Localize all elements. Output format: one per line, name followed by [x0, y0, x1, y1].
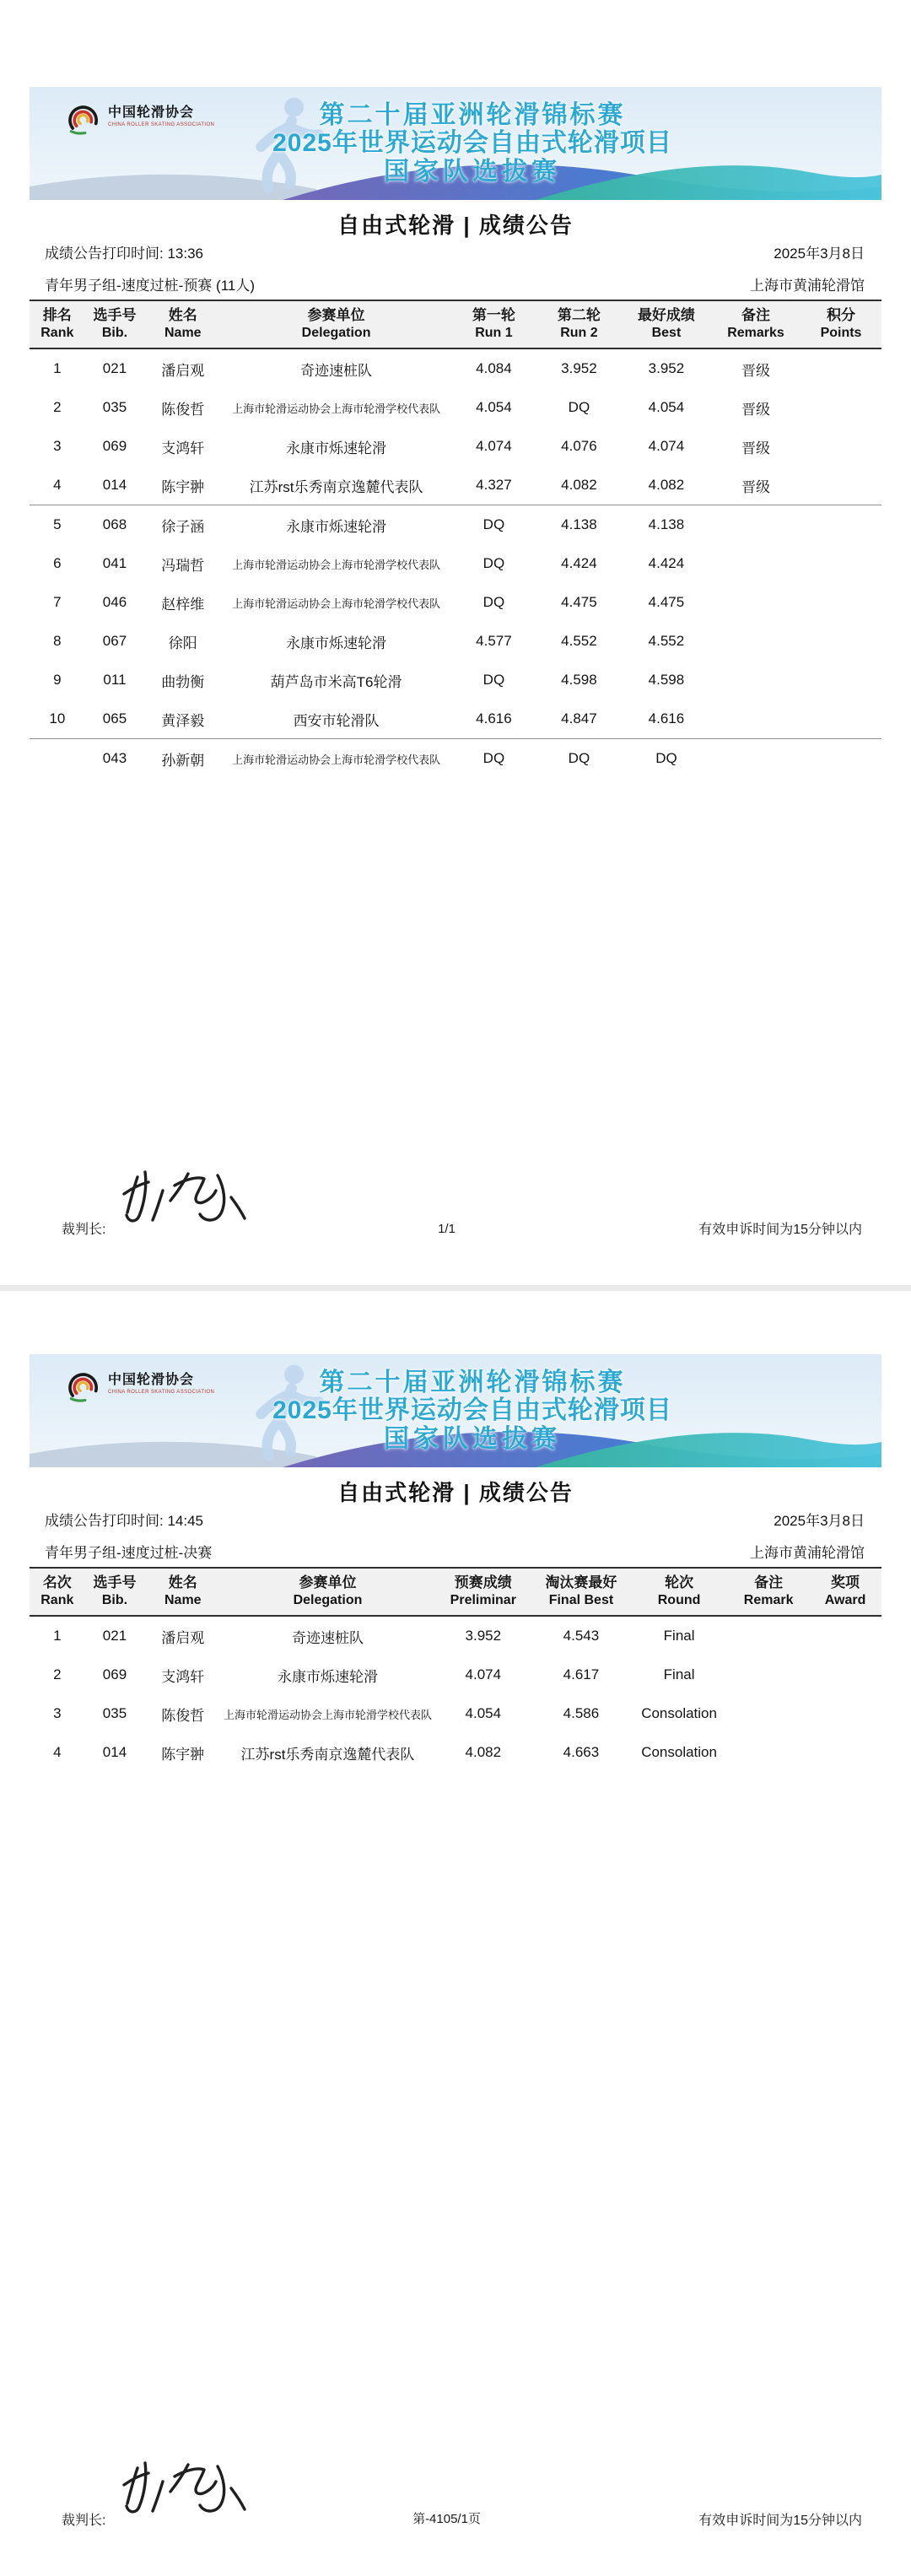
cell-name: 冯瑞哲 [161, 557, 205, 574]
cell-run2: DQ [568, 750, 590, 766]
cell-rank: 1 [53, 1628, 62, 1644]
venue-name: 上海市黄浦轮滑馆 [750, 278, 865, 294]
cell-remarks: 晋级 [741, 401, 770, 418]
cell-bib: 014 [85, 466, 145, 505]
table-row [30, 699, 881, 739]
print-time: 成绩公告打印时间: 13:36 [45, 246, 203, 262]
venue-name: 上海市黄浦轮滑馆 [750, 1545, 865, 1561]
cell-rank: 5 [53, 516, 62, 532]
meta-row-group [45, 1543, 865, 1563]
cell-run1: DQ [482, 594, 505, 610]
cell-rank: 6 [53, 555, 62, 571]
header-bib: 选手号 Bib. [85, 1568, 145, 1616]
cell-delegation: 西安市轮滑队 [221, 699, 451, 739]
association-name-block [108, 1373, 214, 1395]
event-banner [30, 87, 881, 200]
preliminary-results-table [30, 300, 881, 778]
cell-rank: 4 [53, 1744, 62, 1760]
cell-delegation: 永康市烁速轮滑 [286, 440, 387, 456]
cell-delegation: 永康市烁速轮滑 [286, 518, 387, 535]
page-number: 1/1 [438, 1222, 456, 1236]
cell-remarks: 晋级 [741, 440, 770, 456]
header-delegation: 参赛单位 Delegation [221, 300, 451, 348]
cell-preliminary: 4.074 [465, 1666, 502, 1682]
cell-remarks [711, 622, 800, 661]
cell-best: 4.138 [648, 516, 685, 532]
appeal-note: 有效申诉时间为15分钟以内 [698, 1223, 862, 1237]
group-name: 青年男子组-速度过桩-决赛 [45, 1545, 213, 1561]
cell-delegation: 上海市轮滑运动协会上海市轮滑学校代表队 [232, 558, 441, 571]
table-row [30, 544, 881, 583]
cell-best: 4.054 [648, 399, 685, 415]
banner-title-line3: 国家队选拔赛 [384, 157, 561, 186]
header-name: 姓名 Name [144, 300, 221, 348]
banner-title-line3: 国家队选拔赛 [384, 1424, 561, 1453]
cell-best: DQ [655, 750, 677, 766]
cell-bib: 069 [102, 438, 127, 454]
cell-points [800, 544, 881, 583]
cell-delegation: 葫芦岛市米高T6轮滑 [270, 673, 402, 690]
banner-title-line1: 第二十届亚洲轮滑锦标赛 [319, 100, 626, 129]
cell-name: 陈俊哲 [161, 1707, 205, 1724]
table-header [30, 300, 881, 348]
table-row [30, 348, 881, 388]
table-row [30, 427, 881, 466]
table-row [30, 661, 881, 699]
cell-name: 徐阳 [168, 635, 197, 651]
header-run2: 第二轮 Run 2 [536, 300, 622, 348]
cell-round: Final [663, 1666, 695, 1682]
association-name: 中国轮滑协会 [108, 105, 195, 120]
cell-rank: 9 [53, 672, 62, 688]
cell-best: 4.424 [648, 555, 685, 571]
cell-rank [30, 739, 85, 779]
table-row [30, 1733, 881, 1772]
cell-award [809, 1655, 881, 1694]
cell-bib: 021 [102, 1628, 127, 1644]
cell-bib: 021 [102, 360, 127, 376]
cell-name: 潘启观 [161, 1629, 205, 1646]
table-row [30, 583, 881, 622]
banner-title-line2: 2025年世界运动会自由式轮滑项目 [272, 129, 672, 158]
cell-name: 陈俊哲 [161, 401, 205, 418]
cell-best: 4.082 [622, 466, 711, 505]
cell-points [800, 622, 881, 661]
cell-run1: 4.084 [476, 360, 512, 376]
cell-bib: 011 [103, 672, 127, 688]
cell-delegation: 奇迹速桩队 [300, 362, 373, 379]
cell-best: 4.074 [648, 438, 685, 454]
group-name: 青年男子组-速度过桩-预赛 (11人) [45, 278, 256, 294]
cell-name: 陈宇翀 [144, 466, 221, 505]
banner-title-line1: 第二十届亚洲轮滑锦标赛 [319, 1368, 626, 1396]
table-row [30, 466, 881, 505]
table-header [30, 1568, 881, 1616]
header-points: 积分 Points [800, 300, 881, 348]
header-run1: 第一轮 Run 1 [451, 300, 536, 348]
cell-points [800, 505, 881, 545]
event-date: 2025年3月8日 [774, 1513, 865, 1529]
association-swirl-icon [65, 100, 102, 138]
cell-delegation: 永康市烁速轮滑 [286, 635, 387, 651]
cell-run2: 4.475 [561, 594, 597, 610]
cell-bib: 043 [102, 750, 127, 766]
cell-bib: 046 [102, 594, 127, 610]
cell-points [800, 388, 881, 427]
print-time: 成绩公告打印时间: 14:45 [45, 1513, 203, 1529]
cell-remark [728, 1655, 809, 1694]
cell-delegation: 上海市轮滑运动协会上海市轮滑学校代表队 [223, 1708, 432, 1721]
association-name-en: CHINA ROLLER SKATING ASSOCIATION [108, 1389, 215, 1395]
cell-best: 3.952 [648, 360, 685, 376]
header-rank: 排名 Rank [30, 300, 85, 348]
meta-row-print [45, 244, 865, 264]
association-logo [65, 1368, 214, 1405]
cell-bib: 068 [102, 516, 127, 532]
results-page-final [0, 1291, 911, 2576]
cell-remarks [711, 544, 800, 583]
cell-rank: 2 [53, 399, 62, 415]
cell-name: 曲勃衡 [161, 673, 205, 690]
table-body [30, 348, 881, 778]
cell-delegation: 奇迹速桩队 [291, 1629, 364, 1646]
cell-remarks [711, 661, 800, 699]
cell-delegation: 江苏rst乐秀南京逸麓代表队 [221, 466, 451, 505]
cell-name: 徐子涵 [161, 518, 205, 535]
final-results-table [30, 1567, 881, 1772]
cell-delegation: 上海市轮滑运动协会上海市轮滑学校代表队 [232, 753, 441, 766]
header-rank: 名次 Rank [30, 1568, 85, 1616]
cell-bib: 069 [102, 1666, 127, 1682]
cell-preliminary: 4.082 [465, 1744, 502, 1760]
cell-bib: 035 [102, 399, 127, 415]
cell-name: 赵梓维 [161, 596, 205, 613]
header-delegation: 参赛单位 Delegation [221, 1568, 434, 1616]
cell-delegation: 上海市轮滑运动协会上海市轮滑学校代表队 [232, 402, 441, 415]
cell-run2: 4.598 [561, 672, 597, 688]
cell-run1: DQ [482, 750, 505, 766]
association-name-block [108, 105, 214, 127]
cell-remark [728, 1733, 809, 1772]
header-remark: 备注 Remark [728, 1568, 809, 1616]
cell-bib: 041 [102, 555, 127, 571]
table-body [30, 1616, 881, 1772]
header-remarks: 备注 Remarks [711, 300, 800, 348]
document-title: 自由式轮滑 | 成绩公告 [337, 213, 574, 238]
cell-run2: 4.076 [561, 438, 597, 454]
cell-run2: 4.552 [561, 633, 597, 649]
table-row [30, 739, 881, 779]
header-final-best: 淘汰赛最好 Final Best [532, 1568, 630, 1616]
cell-run2: 3.952 [561, 360, 597, 376]
cell-best: 4.616 [622, 699, 711, 739]
cell-run1: 4.327 [451, 466, 536, 505]
cell-final-best: 4.586 [563, 1705, 600, 1721]
cell-rank: 1 [53, 360, 62, 376]
table-row [30, 505, 881, 545]
cell-points [800, 739, 881, 779]
association-name-en: CHINA ROLLER SKATING ASSOCIATION [108, 122, 215, 127]
cell-run2: 4.082 [536, 466, 622, 505]
cell-rank: 4 [30, 466, 85, 505]
cell-name: 陈宇翀 [161, 1746, 205, 1763]
header-preliminary: 预赛成绩 Preliminar [434, 1568, 532, 1616]
cell-rank: 10 [30, 699, 85, 739]
cell-bib: 067 [102, 633, 127, 649]
cell-preliminary: 4.054 [465, 1705, 502, 1721]
cell-final-best: 4.617 [563, 1666, 600, 1682]
cell-run2: 4.424 [561, 555, 597, 571]
cell-round: Final [663, 1628, 695, 1644]
cell-round: Consolation [641, 1744, 717, 1760]
cell-run2: DQ [568, 399, 590, 415]
judge-label: 裁判长: [62, 2514, 106, 2528]
header-round: 轮次 Round [630, 1568, 728, 1616]
cell-run1: 4.616 [451, 699, 536, 739]
cell-award [809, 1694, 881, 1733]
cell-rank: 3 [53, 1705, 62, 1721]
header-award: 奖项 Award [809, 1568, 881, 1616]
cell-best: 4.598 [648, 672, 685, 688]
cell-remarks [711, 583, 800, 622]
cell-name: 支鸿轩 [161, 1668, 205, 1685]
cell-points [800, 466, 881, 505]
cell-rank: 3 [53, 438, 62, 454]
appeal-note: 有效申诉时间为15分钟以内 [698, 2514, 862, 2528]
cell-bib: 065 [85, 699, 145, 739]
cell-delegation: 上海市轮滑运动协会上海市轮滑学校代表队 [232, 597, 441, 610]
document-title: 自由式轮滑 | 成绩公告 [337, 1480, 574, 1505]
cell-remarks: 晋级 [741, 362, 770, 379]
cell-award [809, 1733, 881, 1772]
table-row [30, 1655, 881, 1694]
header-best: 最好成绩 Best [622, 300, 711, 348]
cell-name: 支鸿轩 [161, 440, 205, 456]
cell-remarks: 晋级 [711, 466, 800, 505]
banner-title-line2: 2025年世界运动会自由式轮滑项目 [272, 1396, 672, 1425]
cell-remark [728, 1616, 809, 1655]
cell-points [800, 348, 881, 388]
cell-run1: 4.054 [476, 399, 512, 415]
cell-run1: DQ [482, 516, 505, 532]
cell-run1: DQ [482, 672, 505, 688]
page-separator [0, 1285, 911, 1291]
cell-award [809, 1616, 881, 1655]
cell-run2: 4.138 [561, 516, 597, 532]
cell-name: 潘启观 [161, 362, 205, 379]
table-row [30, 1694, 881, 1733]
cell-remarks [711, 739, 800, 779]
cell-points [800, 583, 881, 622]
cell-round: Consolation [641, 1705, 717, 1721]
cell-name: 孙新朝 [161, 752, 205, 769]
header-bib: 选手号 Bib. [85, 300, 145, 348]
cell-final-best: 4.543 [563, 1628, 600, 1644]
cell-rank: 7 [53, 594, 62, 610]
table-row [30, 388, 881, 427]
cell-run2: 4.847 [536, 699, 622, 739]
judge-label: 裁判长: [62, 1223, 106, 1237]
cell-remarks [711, 505, 800, 545]
page-footer [31, 2451, 862, 2529]
cell-delegation: 江苏rst乐秀南京逸麓代表队 [240, 1746, 415, 1763]
cell-remarks [711, 699, 800, 739]
results-page-preliminary [0, 0, 911, 1285]
cell-bib: 035 [102, 1705, 127, 1721]
association-swirl-icon [65, 1368, 102, 1405]
cell-bib: 014 [102, 1744, 127, 1760]
event-date: 2025年3月8日 [774, 246, 865, 262]
cell-points [800, 699, 881, 739]
table-row [30, 622, 881, 661]
association-logo [65, 100, 214, 138]
cell-points [800, 661, 881, 699]
event-banner [30, 1354, 881, 1467]
cell-delegation: 永康市烁速轮滑 [277, 1668, 378, 1685]
page-number: 第-4105/1页 [412, 2512, 481, 2526]
cell-best: 4.475 [648, 594, 685, 610]
association-name: 中国轮滑协会 [108, 1373, 195, 1387]
cell-rank: 2 [53, 1666, 62, 1682]
header-name: 姓名 Name [144, 1568, 221, 1616]
cell-best: 4.552 [648, 633, 685, 649]
cell-name: 黄泽毅 [144, 699, 221, 739]
meta-row-group [45, 276, 865, 296]
cell-rank: 8 [53, 633, 62, 649]
meta-row-print [45, 1511, 865, 1531]
cell-run1: DQ [482, 555, 505, 571]
cell-remark [728, 1694, 809, 1733]
cell-preliminary: 3.952 [465, 1628, 502, 1644]
cell-final-best: 4.663 [563, 1744, 600, 1760]
page-footer [31, 1160, 862, 1238]
table-row [30, 1616, 881, 1655]
cell-run1: 4.074 [476, 438, 512, 454]
cell-run1: 4.577 [476, 633, 512, 649]
cell-points [800, 427, 881, 466]
